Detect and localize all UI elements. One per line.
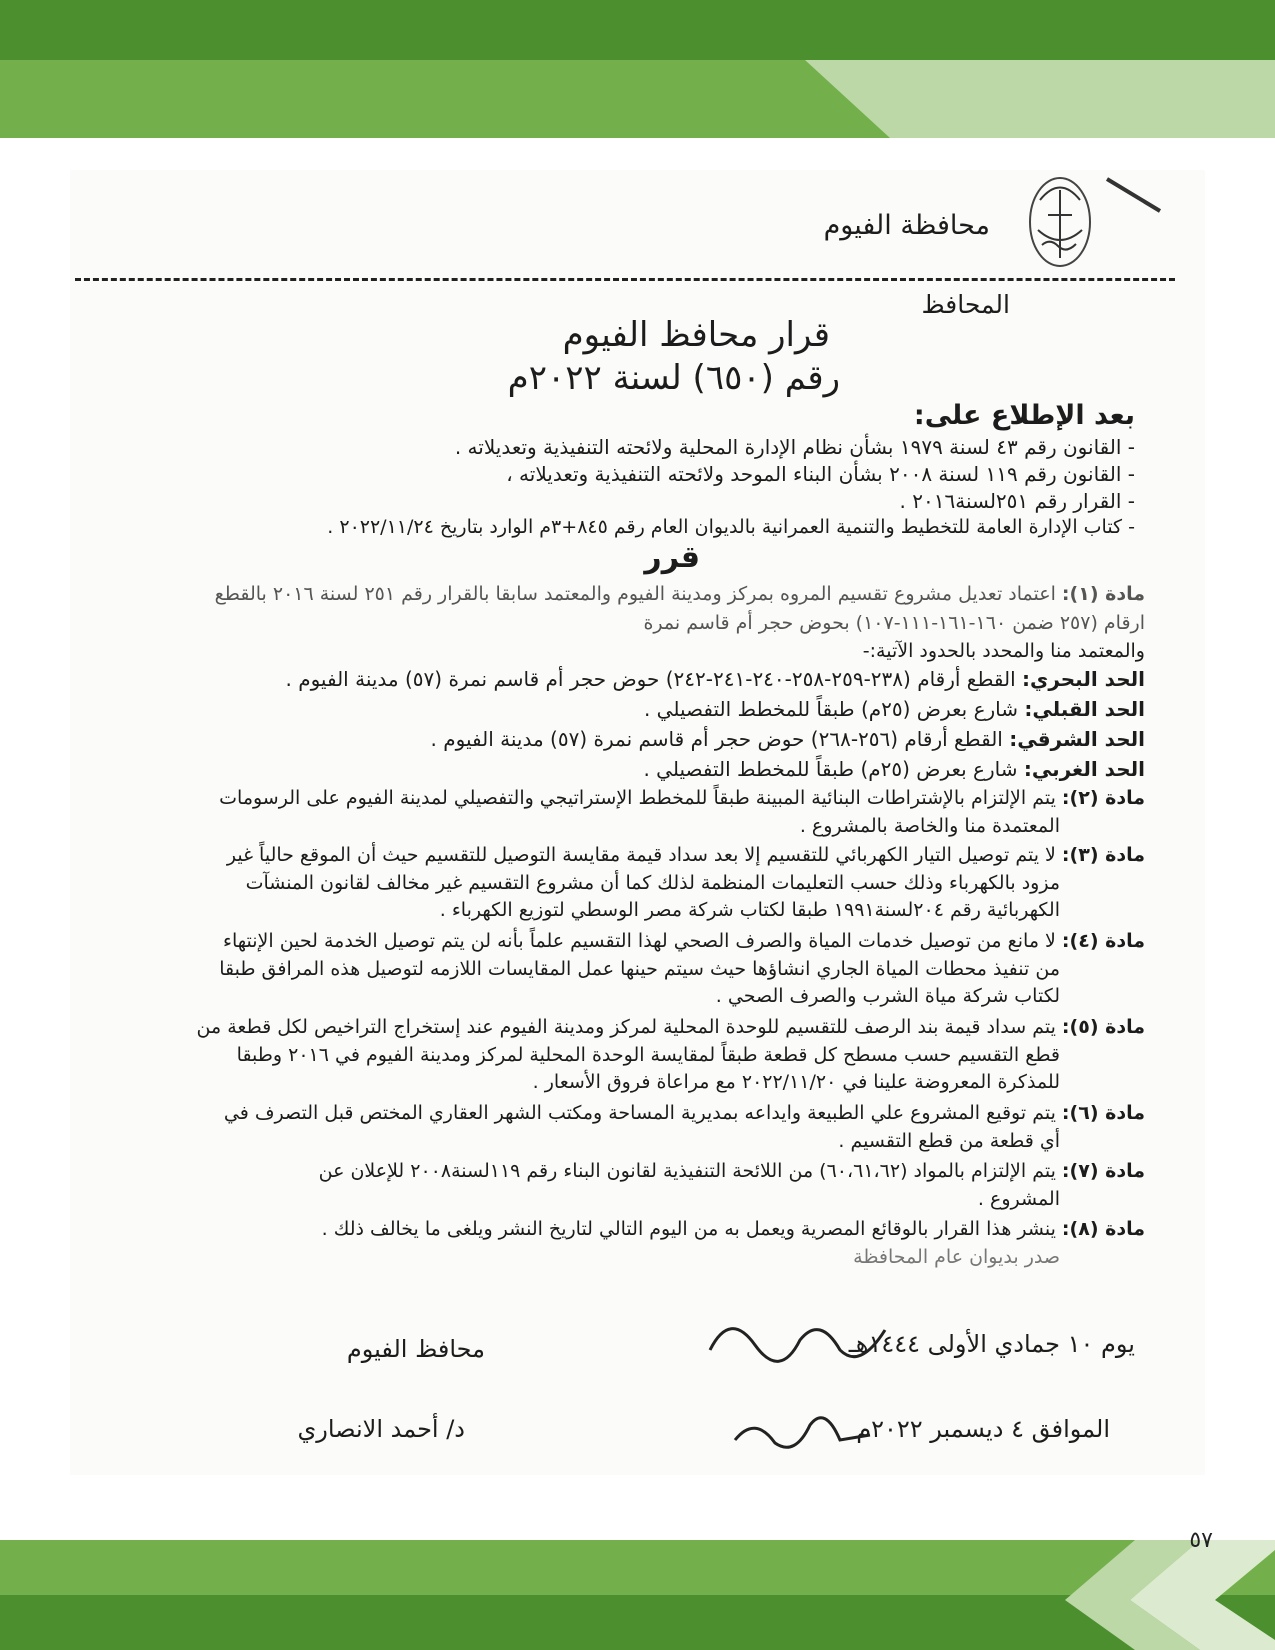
article-text: أي قطعة من قطع التقسيم . (838, 1130, 1060, 1152)
article-text: للمذكرة المعروضة علينا في ٢٠٢٢/١١/٢٠ مع مراعاة فروق الأسعار . (532, 1071, 1060, 1093)
border-label: الحد القبلي: (1024, 697, 1145, 721)
border-text: القطع أرقام (٢٥٦-٢٦٨) حوض حجر أم قاسم نمرة (٥٧) مدينة الفيوم . (430, 727, 1003, 751)
border-text: شارع بعرض (٢٥م) طبقاً للمخطط التفصيلي . (643, 697, 1019, 721)
article-text: من تنفيذ محطات المياة الجاري انشاؤها حيث سيتم حينها عمل المقايسات اللازمه لتوصيل هذه المرافق طبقا (219, 958, 1060, 980)
bottom-banner (0, 1520, 1275, 1650)
article-label: مادة (١): (1061, 583, 1145, 605)
article-text: ارقام (٢٥٧ ضمن ١٦٠-١٦١-١١١-١٠٧) بحوض حجر أم قاسم نمرة (643, 612, 1145, 634)
article-text: اعتماد تعديل مشروع تقسيم المروه بمركز ومدينة الفيوم والمعتمد سابقا بالقرار رقم ٢٥١ لسنة ٢٠١٦ بالقطع (214, 583, 1056, 605)
date-gregorian: الموافق ٤ ديسمبر ٢٠٢٢م (856, 1415, 1110, 1443)
corner-mark-icon (1105, 175, 1165, 215)
border-east (431, 727, 1145, 751)
article-text: يتم سداد قيمة بند الرصف للتقسيم للوحدة المحلية لمركز ومدينة الفيوم عند إستخراج التراخيص لكل قطعة من (196, 1016, 1056, 1038)
governorate-seal-icon (1020, 170, 1100, 275)
article-7 (319, 1160, 1145, 1182)
letterhead-authority: محافظة الفيوم (823, 210, 990, 241)
preamble-item: - القانون رقم ٤٣ لسنة ١٩٧٩ بشأن نظام الإدارة المحلية ولائحته التنفيذية وتعديلاته . (454, 435, 1135, 459)
article-text: صدر بديوان عام المحافظة (853, 1246, 1060, 1268)
article-text: والمعتمد منا والمحدد بالحدود الآتية:- (862, 640, 1145, 662)
decree-title: قرار محافظ الفيوم (562, 315, 830, 355)
governor-title: محافظ الفيوم (346, 1335, 485, 1363)
article-text: المعتمدة منا والخاصة بالمشروع . (799, 815, 1060, 837)
article-label: مادة (٥): (1061, 1016, 1145, 1038)
article-3 (227, 844, 1145, 866)
decree-number: رقم (٦٥٠) لسنة ٢٠٢٢م (507, 358, 840, 398)
letterhead-office: المحافظ (921, 290, 1010, 319)
article-6 (224, 1102, 1145, 1124)
article-text: المشروع . (977, 1188, 1060, 1210)
article-5 (197, 1016, 1145, 1038)
article-4 (223, 930, 1145, 952)
decision-heading: قرر (644, 540, 700, 575)
preamble-heading: بعد الإطلاع على: (913, 400, 1135, 431)
article-label: مادة (٢): (1061, 787, 1145, 809)
article-2 (219, 787, 1145, 809)
article-text: لا يتم توصيل التيار الكهربائي للتقسيم إلا بعد سداد قيمة مقايسة التوصيل للتقسيم حيث أن الموقع حالياً غير (226, 844, 1056, 866)
article-8 (322, 1218, 1145, 1240)
article-label: مادة (٣): (1061, 844, 1145, 866)
article-text: لا مانع من توصيل خدمات المياة والصرف الصحي لهذا التقسيم علماً بأنه لن يتم توصيل الخدمة لحين الإنتهاء (223, 930, 1056, 952)
governor-name: د/ أحمد الانصاري (297, 1415, 465, 1443)
preamble-item: - القانون رقم ١١٩ لسنة ٢٠٠٨ بشأن البناء الموحد ولائحته التنفيذية وتعديلاته ، (506, 462, 1135, 486)
handwritten-date-scribble (730, 1395, 880, 1465)
top-banner-graphic (0, 0, 1275, 138)
bottom-banner-graphic (0, 1520, 1275, 1650)
article-text: يتم الإلتزام بالإشتراطات البنائية المبينة طبقاً للمخطط الإستراتيجي والتفصيلي لمدينة الفيوم على الرسومات (219, 787, 1056, 809)
header-divider (75, 278, 1175, 281)
article-label: مادة (٤): (1061, 930, 1145, 952)
article-text: يتم توقيع المشروع علي الطبيعة وايداعه بمديرية المساحة ومكتب الشهر العقاري المختص قبل التصرف في (223, 1102, 1056, 1124)
article-text: يتم الإلتزام بالمواد (٦٠،٦١،٦٢) من اللائحة التنفيذية لقانون البناء رقم ١١٩لسنة٢٠٠٨ للإعلان عن (318, 1160, 1056, 1182)
handwritten-month-scribble (700, 1300, 900, 1380)
article-text: قطع التقسيم حسب مسطح كل قطعة طبقاً لمقايسة الوحدة المحلية لمركز ومدينة الفيوم في ٢٠١٦ وطبقا (236, 1044, 1060, 1066)
page-number: ٥٧ (1189, 1528, 1213, 1553)
article-text: ينشر هذا القرار بالوقائع المصرية ويعمل به من اليوم التالي لتاريخ النشر ويلغى ما يخالف ذلك . (321, 1218, 1056, 1240)
top-banner (0, 0, 1275, 138)
border-label: الحد الشرقي: (1009, 727, 1145, 751)
article-text: لكتاب شركة مياة الشرب والصرف الصحي . (715, 985, 1060, 1007)
border-text: شارع بعرض (٢٥م) طبقاً للمخطط التفصيلي . (643, 757, 1018, 781)
article-label: مادة (٦): (1061, 1102, 1145, 1124)
border-north (286, 667, 1146, 691)
article-label: مادة (٨): (1061, 1218, 1145, 1240)
date-hijri: يوم ١٠ جمادي الأولى ١٤٤٤هـ (848, 1330, 1135, 1358)
border-label: الحد البحري: (1021, 667, 1145, 691)
article-text: الكهربائية رقم ٢٠٤لسنة١٩٩١ طبقا لكتاب شركة مصر الوسطي لتوزيع الكهرباء . (439, 899, 1060, 921)
article-text: مزود بالكهرباء وذلك حسب التعليمات المنظمة لذلك كما أن مشروع التقسيم غير مخالف لقانون المنشآت (245, 872, 1060, 894)
scanned-decree (70, 170, 1205, 1475)
preamble-item: - القرار رقم ٢٥١لسنة٢٠١٦ . (899, 489, 1135, 513)
article-1 (215, 583, 1145, 605)
border-text: القطع أرقام (٢٣٨-٢٥٩-٢٥٨-٢٤٠-٢٤١-٢٤٢) حوض حجر أم قاسم نمرة (٥٧) مدينة الفيوم . (285, 667, 1016, 691)
border-label: الحد الغربي: (1023, 757, 1145, 781)
border-south (644, 697, 1145, 721)
border-west (643, 757, 1145, 781)
preamble-item: - كتاب الإدارة العامة للتخطيط والتنمية العمرانية بالديوان العام رقم ٨٤٥+٣م الوارد بتاريخ ٢٠٢٢/١١/٢٤ . (327, 516, 1135, 538)
article-label: مادة (٧): (1061, 1160, 1145, 1182)
